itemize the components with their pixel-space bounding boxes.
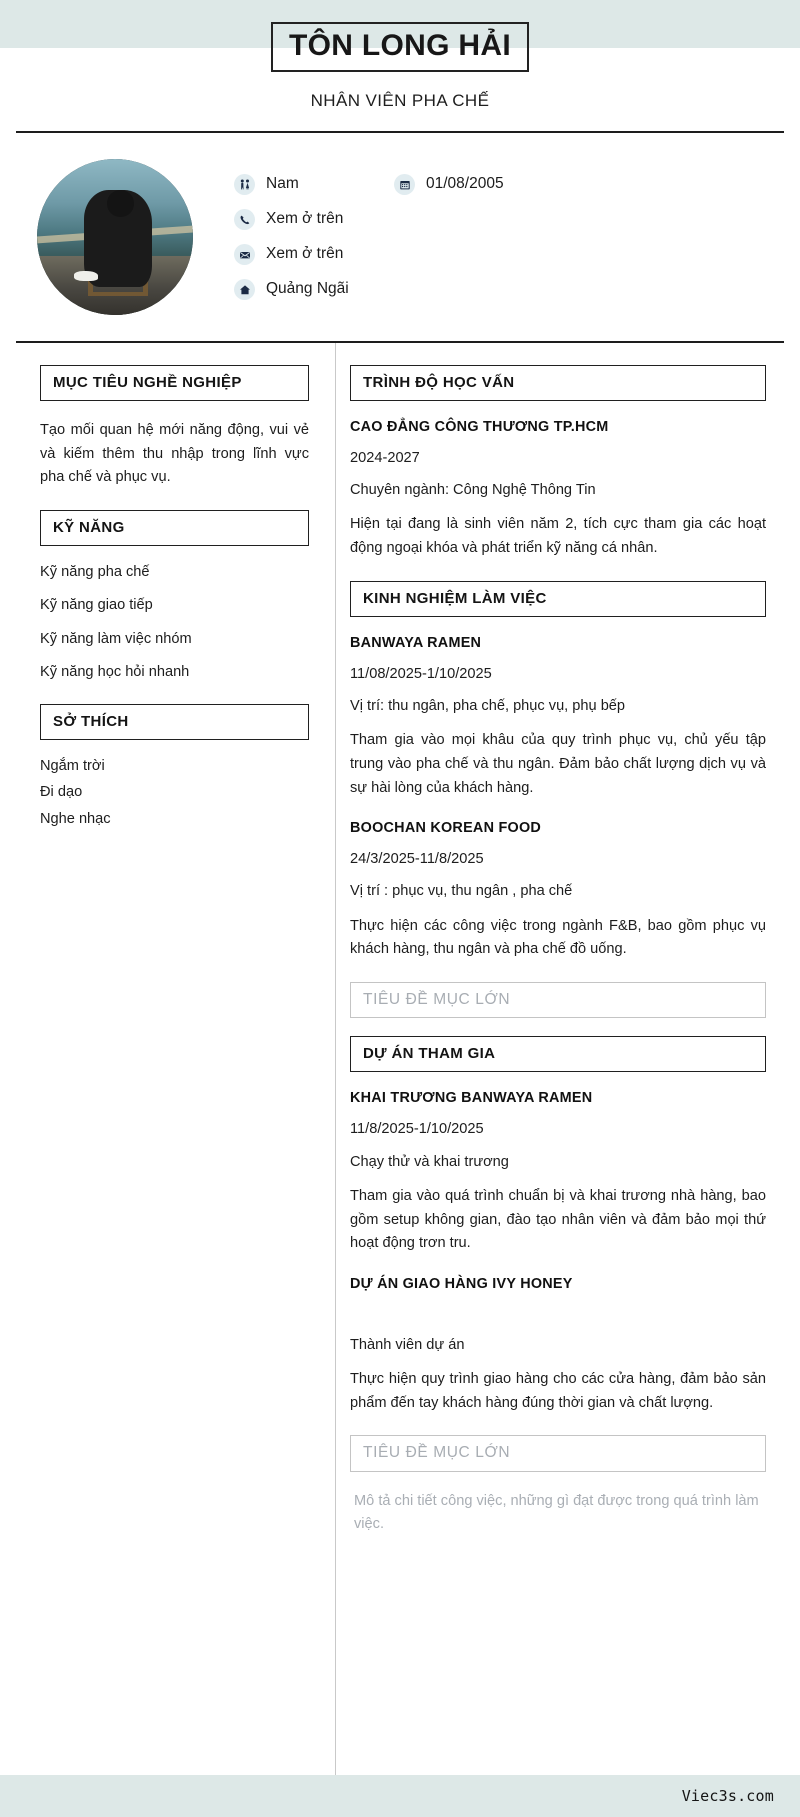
section-header-placeholder-1[interactable] — [350, 982, 766, 1019]
page-footer — [0, 1775, 800, 1817]
list-item: Nghe nhạc — [40, 810, 111, 827]
section-title-objective: MỤC TIÊU NGHỀ NGHIỆP — [53, 374, 242, 391]
skills-list — [40, 564, 309, 682]
section-title-hobbies: SỞ THÍCH — [53, 712, 129, 730]
experience-role: Vị trí: thu ngân, pha chế, phục vụ, phụ bếp — [350, 697, 626, 714]
section-header-skills — [40, 510, 309, 546]
contact-address — [234, 279, 800, 300]
project-entry — [350, 1276, 766, 1416]
right-column — [336, 343, 800, 1817]
avatar-photo-shoe — [74, 271, 97, 280]
section-title-projects: DỰ ÁN THAM GIA — [363, 1045, 496, 1063]
avatar-photo-head — [107, 190, 134, 217]
list-item: Kỹ năng giao tiếp — [40, 597, 153, 614]
home-icon — [234, 279, 255, 300]
list-item: Kỹ năng học hỏi nhanh — [40, 664, 190, 681]
education-school: CAO ĐẲNG CÔNG THƯƠNG TP.HCM — [350, 419, 609, 435]
experience-entry — [350, 635, 766, 800]
contact-block — [230, 174, 800, 300]
section-title-education: TRÌNH ĐỘ HỌC VẤN — [363, 374, 515, 391]
avatar-container — [0, 159, 230, 315]
section-header-hobbies — [40, 704, 309, 740]
name-box — [271, 22, 529, 72]
content-columns — [0, 343, 800, 1817]
experience-period: 11/08/2025-1/10/2025 — [350, 665, 492, 682]
experience-company: BOOCHAN KOREAN FOOD — [350, 820, 542, 837]
section-header-objective — [40, 365, 309, 401]
contact-birthday — [394, 174, 800, 195]
job-title: NHÂN VIÊN PHA CHẾ — [310, 91, 490, 110]
contact-address-value: Quảng Ngãi — [266, 280, 349, 298]
section-header-placeholder-2[interactable] — [350, 1435, 766, 1472]
section-header-education — [350, 365, 766, 401]
project-name: DỰ ÁN GIAO HÀNG IVY HONEY — [350, 1275, 573, 1292]
education-note: Hiện tại đang là sinh viên năm 2, tích cực tham gia các hoạt động ngoại khóa và phát triển kỹ năng cá nhân. — [350, 516, 766, 557]
phone-icon — [234, 209, 255, 230]
project-name: KHAI TRƯƠNG BANWAYA RAMEN — [350, 1090, 593, 1107]
objective-body: Tạo mối quan hệ mới năng động, vui vẻ và kiếm thêm thu nhập trong lĩnh vực pha chế và phục vụ. — [40, 422, 309, 486]
placeholder-body-text: Mô tả chi tiết công việc, những gì đạt được trong quá trình làm việc. — [354, 1492, 759, 1533]
education-entry — [350, 419, 766, 561]
contact-email — [234, 244, 800, 265]
gender-icon — [234, 174, 255, 195]
footer-brand: Viec3s.com — [681, 1787, 774, 1805]
project-period-empty — [350, 1306, 766, 1336]
calendar-icon — [394, 174, 415, 195]
project-role: Thành viên dự án — [350, 1336, 465, 1353]
project-entry — [350, 1090, 766, 1255]
left-column — [0, 343, 336, 1817]
project-description: Tham gia vào quá trình chuẩn bị và khai trương nhà hàng, bao gồm setup không gian, đào tạo nhân viên và đảm bảo mọi thứ hoạt động trơn tru. — [350, 1187, 766, 1252]
experience-description: Thực hiện các công việc trong ngành F&B, bao gồm phục vụ khách hàng, thu ngân và pha chế đồ uống. — [350, 917, 766, 958]
experience-description: Tham gia vào mọi khâu của quy trình phục vụ, chủ yếu tập trung vào pha chế và thu ngân. Đảm bảo chất lượng dịch vụ và sự hài lòng của khách hàng. — [350, 732, 766, 796]
experience-company: BANWAYA RAMEN — [350, 634, 482, 651]
education-major: Chuyên ngành: Công Nghệ Thông Tin — [350, 482, 596, 499]
contact-email-value: Xem ở trên — [266, 245, 344, 263]
experience-role: Vị trí : phục vụ, thu ngân , pha chế — [350, 883, 573, 900]
list-item: Kỹ năng làm việc nhóm — [40, 630, 192, 647]
section-title-skills: KỸ NĂNG — [53, 518, 125, 536]
experience-entry — [350, 820, 766, 962]
list-item: Kỹ năng pha chế — [40, 563, 150, 580]
profile-section — [0, 133, 800, 341]
cv-header — [0, 0, 800, 111]
avatar — [37, 159, 193, 315]
education-years: 2024-2027 — [350, 450, 420, 466]
section-header-experience — [350, 581, 766, 617]
hobbies-list — [40, 758, 309, 829]
contact-grid — [234, 174, 800, 300]
envelope-icon — [234, 244, 255, 265]
section-title-placeholder-1: TIÊU ĐỀ MỤC LỚN — [363, 990, 511, 1008]
contact-phone — [234, 209, 800, 230]
contact-gender — [234, 174, 394, 195]
contact-phone-value: Xem ở trên — [266, 210, 344, 228]
project-role: Chạy thử và khai trương — [350, 1153, 509, 1170]
section-header-projects — [350, 1036, 766, 1072]
experience-period: 24/3/2025-11/8/2025 — [350, 851, 484, 868]
section-title-placeholder-2: TIÊU ĐỀ MỤC LỚN — [363, 1444, 511, 1462]
list-item: Ngắm trời — [40, 757, 105, 774]
project-description: Thực hiện quy trình giao hàng cho các cửa hàng, đảm bảo sản phẩm đến tay khách hàng đúng thời gian và chất lượng. — [350, 1371, 766, 1411]
contact-birthday-value: 01/08/2005 — [426, 175, 504, 193]
candidate-name: TÔN LONG HẢI — [289, 29, 511, 62]
section-title-experience: KINH NGHIỆM LÀM VIỆC — [363, 589, 547, 607]
list-item: Đi dạo — [40, 784, 83, 801]
contact-gender-value: Nam — [266, 175, 299, 193]
project-period: 11/8/2025-1/10/2025 — [350, 1121, 484, 1138]
